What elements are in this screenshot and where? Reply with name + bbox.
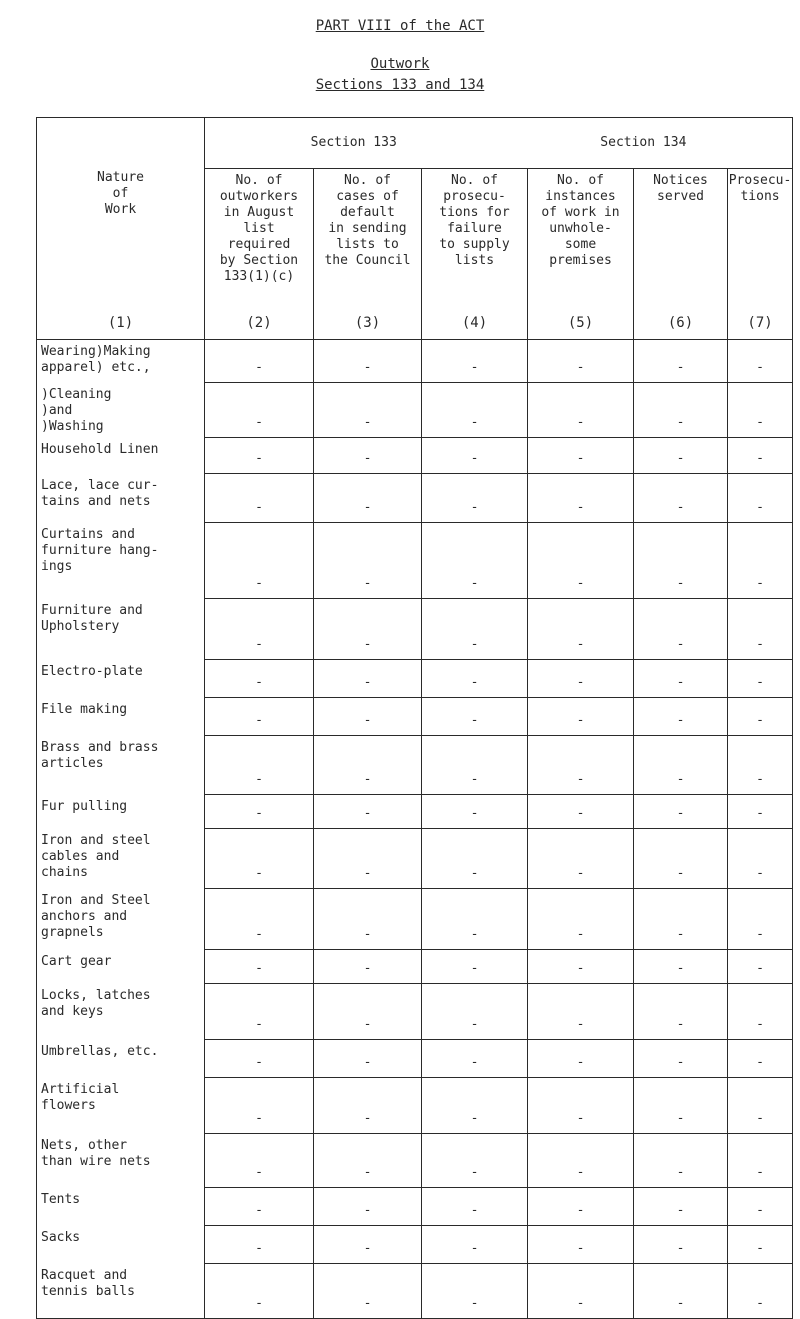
row-label: )Cleaning )and )Washing (37, 383, 205, 438)
table-row (37, 984, 793, 1040)
table-cell: - (422, 1040, 528, 1078)
table-cell: - (314, 984, 422, 1040)
table-cell: - (422, 599, 528, 660)
table-row (37, 698, 793, 736)
column-header-4: No. of prosecu- tions for failure to supply lists (4) (422, 169, 528, 340)
table-cell: - (528, 1040, 634, 1078)
column-header-6: Notices served (6) (634, 169, 728, 340)
table-cell: - (314, 698, 422, 736)
table-cell: - (205, 1264, 314, 1319)
table-cell: - (205, 1134, 314, 1188)
table-cell: - (528, 1134, 634, 1188)
table-cell: - (205, 1078, 314, 1134)
table-cell: - (728, 950, 793, 984)
table-cell: - (205, 1188, 314, 1226)
row-label: Household Linen (37, 438, 205, 474)
column-header-3: No. of cases of default in sending lists to the Council (3) (314, 169, 422, 340)
table-cell: - (422, 523, 528, 599)
table-cell: - (728, 889, 793, 950)
table-cell: - (314, 889, 422, 950)
table-cell: - (634, 889, 728, 950)
table-cell: - (314, 1188, 422, 1226)
table-cell: - (634, 340, 728, 383)
table-cell: - (205, 523, 314, 599)
table-cell: - (314, 660, 422, 698)
table-cell: - (422, 660, 528, 698)
table-cell: - (528, 829, 634, 889)
column-header-5: No. of instances of work in unwhole- some premises (5) (528, 169, 634, 340)
table-cell: - (634, 950, 728, 984)
table-cell: - (528, 984, 634, 1040)
table-cell: - (314, 829, 422, 889)
subject-title: Outwork (370, 56, 430, 72)
table-row (37, 1078, 793, 1134)
row-label: File making (37, 698, 205, 736)
row-label: Nets, other than wire nets (37, 1134, 205, 1188)
sections-title: Sections 133 and 134 (315, 77, 485, 93)
table-cell: - (422, 889, 528, 950)
table-cell: - (728, 1040, 793, 1078)
table-cell: - (634, 599, 728, 660)
table-cell: - (422, 950, 528, 984)
table-row (37, 438, 793, 474)
table-cell: - (528, 340, 634, 383)
table-cell: - (634, 1188, 728, 1226)
table-cell: - (314, 736, 422, 795)
table-row (37, 523, 793, 599)
table-cell: - (728, 1264, 793, 1319)
row-label: Fur pulling (37, 795, 205, 829)
nature-of-work-header: Nature of Work (1) (37, 118, 205, 340)
table-cell: - (314, 599, 422, 660)
table-cell: - (205, 984, 314, 1040)
table-cell: - (205, 1040, 314, 1078)
table-cell: - (528, 523, 634, 599)
table-cell: - (634, 1078, 728, 1134)
table-cell: - (528, 795, 634, 829)
row-label: Sacks (37, 1226, 205, 1264)
table-cell: - (728, 1188, 793, 1226)
table-cell: - (528, 1188, 634, 1226)
table-row (37, 660, 793, 698)
table-row (37, 1188, 793, 1226)
table-cell: - (728, 383, 793, 438)
table-cell: - (528, 1264, 634, 1319)
table-row (37, 340, 793, 383)
table-cell: - (422, 795, 528, 829)
table-cell: - (314, 340, 422, 383)
table-row (37, 1226, 793, 1264)
table-cell: - (205, 950, 314, 984)
table-cell: - (728, 795, 793, 829)
column-header-7: Prosecu- tions (7) (728, 169, 793, 340)
table-cell: - (634, 736, 728, 795)
table-cell: - (205, 889, 314, 950)
row-label: Curtains and furniture hang- ings (37, 523, 205, 599)
table-cell: - (528, 1226, 634, 1264)
table-cell: - (528, 1078, 634, 1134)
row-label: Racquet and tennis balls (37, 1264, 205, 1319)
table-cell: - (422, 1188, 528, 1226)
table-cell: - (422, 736, 528, 795)
table-row (37, 829, 793, 889)
row-label: Brass and brass articles (37, 736, 205, 795)
table-cell: - (528, 698, 634, 736)
table-cell: - (205, 474, 314, 523)
table-cell: - (728, 660, 793, 698)
table-cell: - (314, 1040, 422, 1078)
table-cell: - (728, 474, 793, 523)
table-cell: - (634, 523, 728, 599)
table-cell: - (528, 950, 634, 984)
table-row (37, 889, 793, 950)
table-cell: - (528, 383, 634, 438)
table-row (37, 1040, 793, 1078)
table-cell: - (422, 383, 528, 438)
table-cell: - (728, 1078, 793, 1134)
table-cell: - (314, 1134, 422, 1188)
table-cell: - (634, 984, 728, 1040)
row-label: Wearing)Making apparel) etc., (37, 340, 205, 383)
table-cell: - (314, 950, 422, 984)
table-cell: - (314, 1264, 422, 1319)
column-header-2: No. of outworkers in August list required by Section 133(1)(c) (2) (205, 169, 314, 340)
table-cell: - (528, 599, 634, 660)
table-row (37, 795, 793, 829)
table-cell: - (634, 438, 728, 474)
row-label: Tents (37, 1188, 205, 1226)
table-row (37, 1134, 793, 1188)
row-label: Umbrellas, etc. (37, 1040, 205, 1078)
table-cell: - (422, 829, 528, 889)
table-cell: - (728, 599, 793, 660)
table-cell: - (314, 474, 422, 523)
table-cell: - (728, 438, 793, 474)
row-label: Cart gear (37, 950, 205, 984)
outwork-table (36, 117, 793, 1319)
table-cell: - (634, 1040, 728, 1078)
table-cell: - (314, 438, 422, 474)
section-header (205, 118, 793, 169)
table-row (37, 736, 793, 795)
table-row (37, 383, 793, 438)
row-label: Furniture and Upholstery (37, 599, 205, 660)
table-cell: - (728, 1134, 793, 1188)
table-row (37, 1264, 793, 1319)
table-cell: - (422, 474, 528, 523)
table-cell: - (205, 383, 314, 438)
table-cell: - (205, 795, 314, 829)
table-cell: - (634, 660, 728, 698)
table-cell: - (728, 829, 793, 889)
table-cell: - (314, 1078, 422, 1134)
table-cell: - (634, 698, 728, 736)
table-row (37, 474, 793, 523)
table-cell: - (728, 736, 793, 795)
table-cell: - (205, 599, 314, 660)
table-cell: - (205, 736, 314, 795)
table-cell: - (205, 698, 314, 736)
table-cell: - (728, 1226, 793, 1264)
row-label: Artificial flowers (37, 1078, 205, 1134)
table-cell: - (314, 523, 422, 599)
table-cell: - (422, 984, 528, 1040)
table-cell: - (634, 1226, 728, 1264)
table-row (37, 950, 793, 984)
table-cell: - (205, 340, 314, 383)
row-label: Locks, latches and keys (37, 984, 205, 1040)
table-cell: - (422, 1264, 528, 1319)
table-cell: - (205, 660, 314, 698)
row-label: Electro-plate (37, 660, 205, 698)
table-cell: - (528, 736, 634, 795)
table-cell: - (205, 829, 314, 889)
row-label: Iron and steel cables and chains (37, 829, 205, 889)
table-cell: - (634, 383, 728, 438)
table-cell: - (422, 340, 528, 383)
row-label: Iron and Steel anchors and grapnels (37, 889, 205, 950)
table-cell: - (314, 795, 422, 829)
table-cell: - (728, 340, 793, 383)
section-134-label: Section 134 (600, 135, 687, 150)
table-cell: - (728, 698, 793, 736)
table-cell: - (422, 1226, 528, 1264)
table-cell: - (422, 698, 528, 736)
table-cell: - (528, 438, 634, 474)
table-cell: - (422, 438, 528, 474)
table-cell: - (634, 1134, 728, 1188)
table-cell: - (205, 1226, 314, 1264)
table-cell: - (634, 1264, 728, 1319)
table-cell: - (528, 660, 634, 698)
table-cell: - (728, 984, 793, 1040)
table-cell: - (314, 383, 422, 438)
row-label: Lace, lace cur- tains and nets (37, 474, 205, 523)
table-cell: - (422, 1078, 528, 1134)
table-cell: - (634, 829, 728, 889)
table-cell: - (528, 889, 634, 950)
table-cell: - (314, 1226, 422, 1264)
table-cell: - (422, 1134, 528, 1188)
part-title: PART VIII of the ACT (315, 18, 485, 34)
table-cell: - (528, 474, 634, 523)
table-cell: - (205, 438, 314, 474)
table-cell: - (634, 795, 728, 829)
table-row (37, 599, 793, 660)
table-cell: - (634, 474, 728, 523)
section-133-label: Section 133 (310, 135, 397, 150)
table-cell: - (728, 523, 793, 599)
